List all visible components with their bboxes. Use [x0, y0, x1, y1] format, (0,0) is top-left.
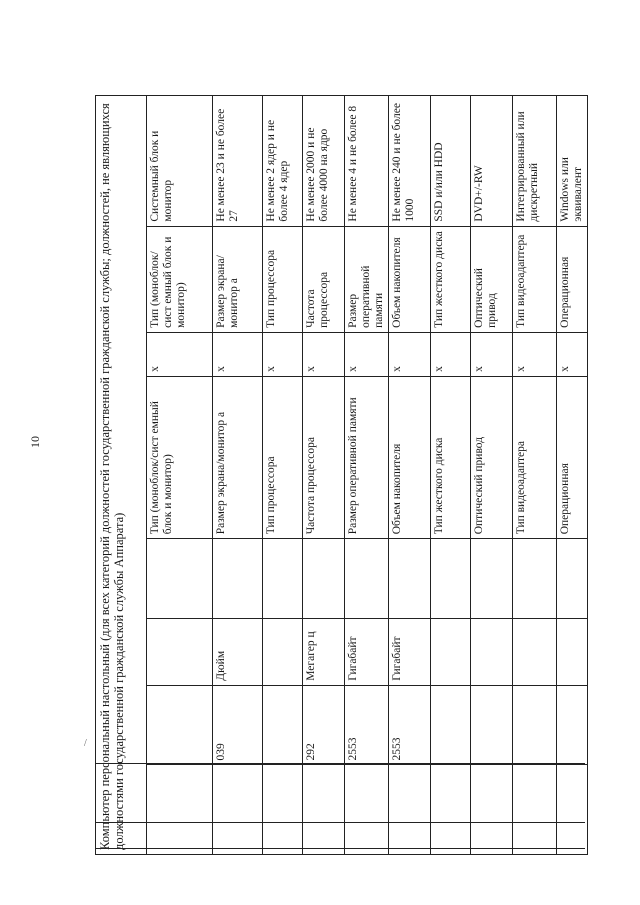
- characteristic-cell: Тип процессора: [263, 226, 303, 332]
- blank-cell: [513, 765, 557, 855]
- unit-cell: Дюйм: [213, 618, 263, 685]
- characteristic-cell: Частота процессора: [303, 226, 345, 332]
- value-cell: Не менее 23 и не более 27: [213, 96, 263, 227]
- x-mark-cell: х: [303, 332, 345, 376]
- value-cell: Системный блок и монитор: [147, 96, 213, 227]
- x-mark-cell: х: [557, 332, 588, 376]
- characteristic-name-cell: Тип (моноблок/сист емный блок и монитор): [147, 376, 213, 538]
- blank-cell: [431, 765, 471, 855]
- code-cell: 2553: [389, 685, 431, 765]
- characteristic-name-cell: Частота процессора: [303, 376, 345, 538]
- blank-cell: [513, 539, 557, 619]
- table-row: [513, 96, 557, 855]
- table-row: [147, 96, 213, 855]
- x-mark-cell: х: [431, 332, 471, 376]
- x-mark-cell: х: [471, 332, 513, 376]
- value-cell: Не менее 4 и не более 8: [345, 96, 389, 227]
- characteristic-cell: Тип (моноблок/сист емный блок и монитор): [147, 226, 213, 332]
- x-mark-cell: х: [263, 332, 303, 376]
- specification-table: [95, 95, 588, 855]
- unit-cell: Гигабайт: [389, 618, 431, 685]
- horizontal-rule: [95, 763, 585, 764]
- blank-cell: [263, 539, 303, 619]
- blank-cell: [471, 765, 513, 855]
- blank-cell: [303, 539, 345, 619]
- unit-cell: Гигабайт: [345, 618, 389, 685]
- blank-cell: [345, 539, 389, 619]
- code-cell: 2553: [345, 685, 389, 765]
- characteristic-name-cell: Размер экрана/монитор а: [213, 376, 263, 538]
- blank-cell: [213, 765, 263, 855]
- blank-cell: [303, 765, 345, 855]
- characteristic-cell: Объем накопителя: [389, 226, 431, 332]
- characteristic-name-cell: Оптический привод: [471, 376, 513, 538]
- x-mark-cell: х: [389, 332, 431, 376]
- characteristic-cell: Тип жесткого диска: [431, 226, 471, 332]
- blank-cell: [431, 539, 471, 619]
- characteristic-name-cell: Тип жесткого диска: [431, 376, 471, 538]
- unit-cell: [431, 618, 471, 685]
- blank-cell: [389, 765, 431, 855]
- table-row: [303, 96, 345, 855]
- code-cell: [557, 685, 588, 765]
- x-mark-cell: х: [213, 332, 263, 376]
- blank-cell: [557, 539, 588, 619]
- table-row: [213, 96, 263, 855]
- page-number: 10: [28, 436, 42, 448]
- characteristic-name-cell: Объем накопителя: [389, 376, 431, 538]
- value-cell: SSD и/или HDD: [431, 96, 471, 227]
- value-cell: Не менее 2000 и не более 4000 на ядро: [303, 96, 345, 227]
- value-cell: Не менее 2 ядер и не более 4 ядер: [263, 96, 303, 227]
- unit-cell: [263, 618, 303, 685]
- characteristic-name-cell: Тип процессора: [263, 376, 303, 538]
- code-cell: [147, 685, 213, 765]
- characteristic-name-cell: Размер оперативной памяти: [345, 376, 389, 538]
- horizontal-rule: [95, 822, 585, 823]
- unit-cell: [147, 618, 213, 685]
- table-row: [557, 96, 588, 855]
- x-mark-cell: х: [345, 332, 389, 376]
- value-cell: Windows или эквивалент: [557, 96, 588, 227]
- code-cell: [263, 685, 303, 765]
- characteristic-name-cell: Операционная: [557, 376, 588, 538]
- unit-cell: [513, 618, 557, 685]
- value-cell: DVD+/-RW: [471, 96, 513, 227]
- characteristic-cell: Оптический привод: [471, 226, 513, 332]
- blank-cell: [557, 765, 588, 855]
- characteristic-cell: Операционная: [557, 226, 588, 332]
- x-mark-cell: х: [147, 332, 213, 376]
- code-cell: 039: [213, 685, 263, 765]
- table-row: [263, 96, 303, 855]
- section-title: Компьютер персональный настольный (для всех категорий должностей государственной гражданской службы; должностей, не являющихся должностями государственной гражданской службы Аппарата): [96, 96, 147, 855]
- table-row: [389, 96, 431, 855]
- blank-cell: [147, 539, 213, 619]
- x-mark-cell: х: [513, 332, 557, 376]
- characteristic-name-cell: Тип видеоадаптера: [513, 376, 557, 538]
- table-row: [431, 96, 471, 855]
- unit-cell: [557, 618, 588, 685]
- code-cell: [471, 685, 513, 765]
- blank-cell: [147, 765, 213, 855]
- characteristic-cell: Тип видеоадаптера: [513, 226, 557, 332]
- value-cell: Интегрированный или дискретный: [513, 96, 557, 227]
- unit-cell: [471, 618, 513, 685]
- blank-cell: [263, 765, 303, 855]
- blank-cell: [213, 539, 263, 619]
- blank-cell: [471, 539, 513, 619]
- table-row: [345, 96, 389, 855]
- scan-mark: /: [84, 738, 87, 749]
- rotated-table-sheet: [95, 95, 583, 855]
- table-row: [471, 96, 513, 855]
- code-cell: [513, 685, 557, 765]
- characteristic-cell: Размер экрана/монитор а: [213, 226, 263, 332]
- blank-cell: [389, 539, 431, 619]
- characteristic-cell: Размер оперативной памяти: [345, 226, 389, 332]
- value-cell: Не менее 240 и не более 1000: [389, 96, 431, 227]
- code-cell: [431, 685, 471, 765]
- unit-cell: Мегагер ц: [303, 618, 345, 685]
- blank-cell: [345, 765, 389, 855]
- horizontal-rule: [95, 848, 585, 849]
- code-cell: 292: [303, 685, 345, 765]
- section-title-row: [96, 96, 147, 855]
